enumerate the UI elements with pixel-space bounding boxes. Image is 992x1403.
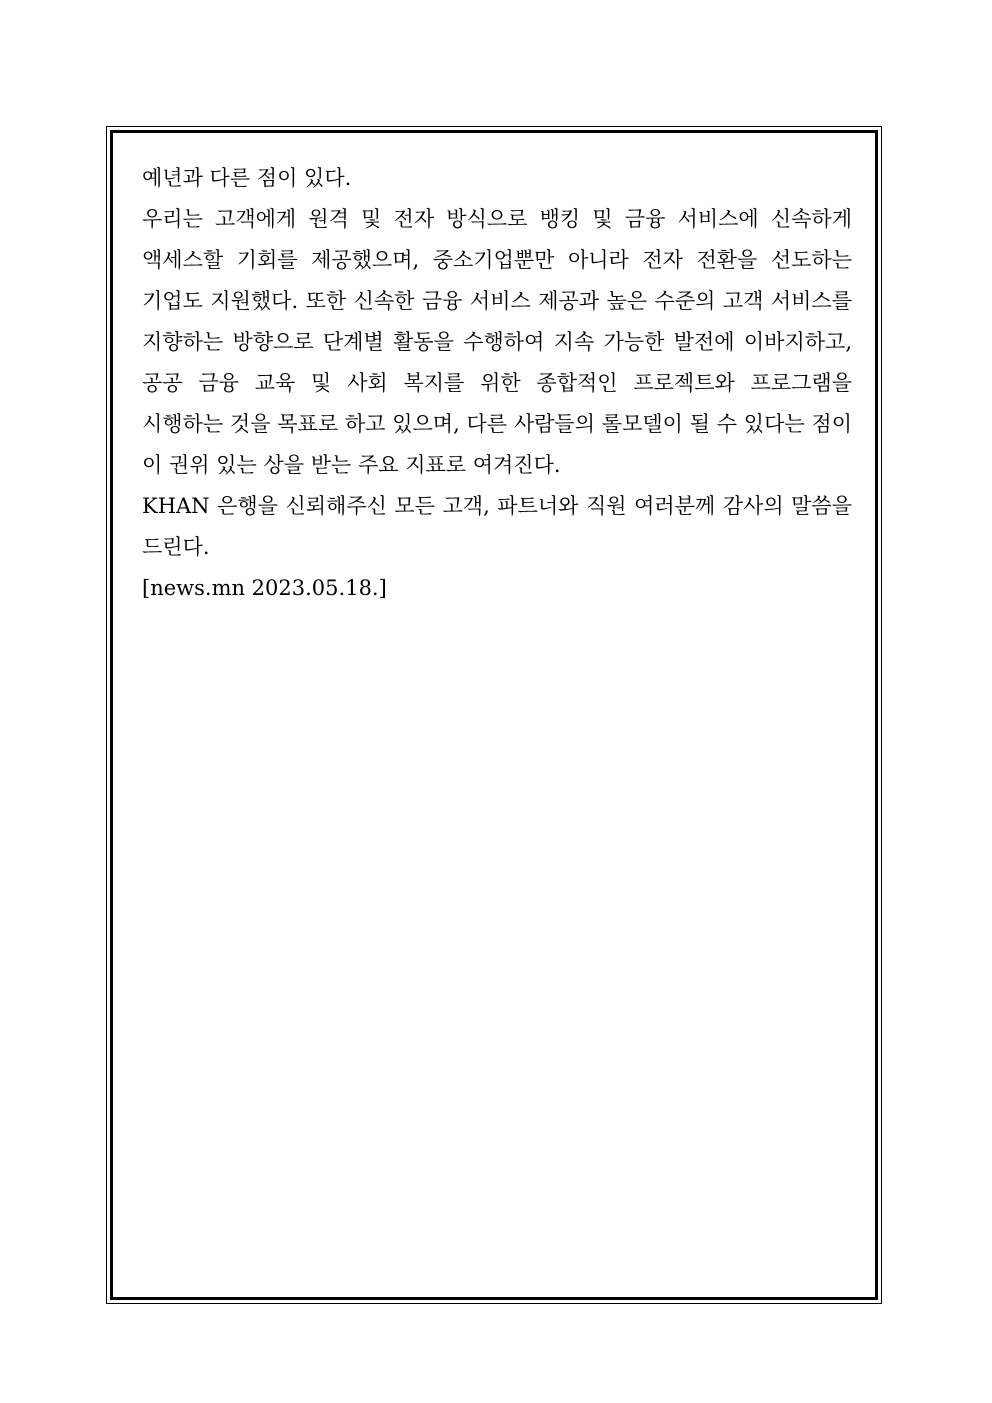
paragraph-thanks: KHAN 은행을 신뢰해주신 모든 고객, 파트너와 직원 여러분께 감사의 말씀을 드린다. [142,494,852,559]
paragraph-main: 우리는 고객에게 원격 및 전자 방식으로 뱅킹 및 금융 서비스에 신속하게 액세스할 기회를 제공했으며, 중소기업뿐만 아니라 전자 전환을 선도하는 기업도 지원했다. 또한 신속한 금융 서비스 제공과 높은 수준의 고객 서비스를 지향하는 방향으로 단계별 활동을 수행하여 지속 가능한 발전에 이바지하고, 공공 금융 교육 및 사회 복지를 위한 종합적인 프로젝트와 프로그램을 시행하는 것을 목표로 하고 있으며, 다른 사람들의 롤모델이 될 수 있다는 점이 이 권위 있는 상을 받는 주요 지표로 여겨진다. [142,207,852,477]
document-body [142,158,852,609]
source-citation: [news.mn 2023.05.18.] [142,576,387,600]
paragraph-intro: 예년과 다른 점이 있다. [142,166,352,190]
